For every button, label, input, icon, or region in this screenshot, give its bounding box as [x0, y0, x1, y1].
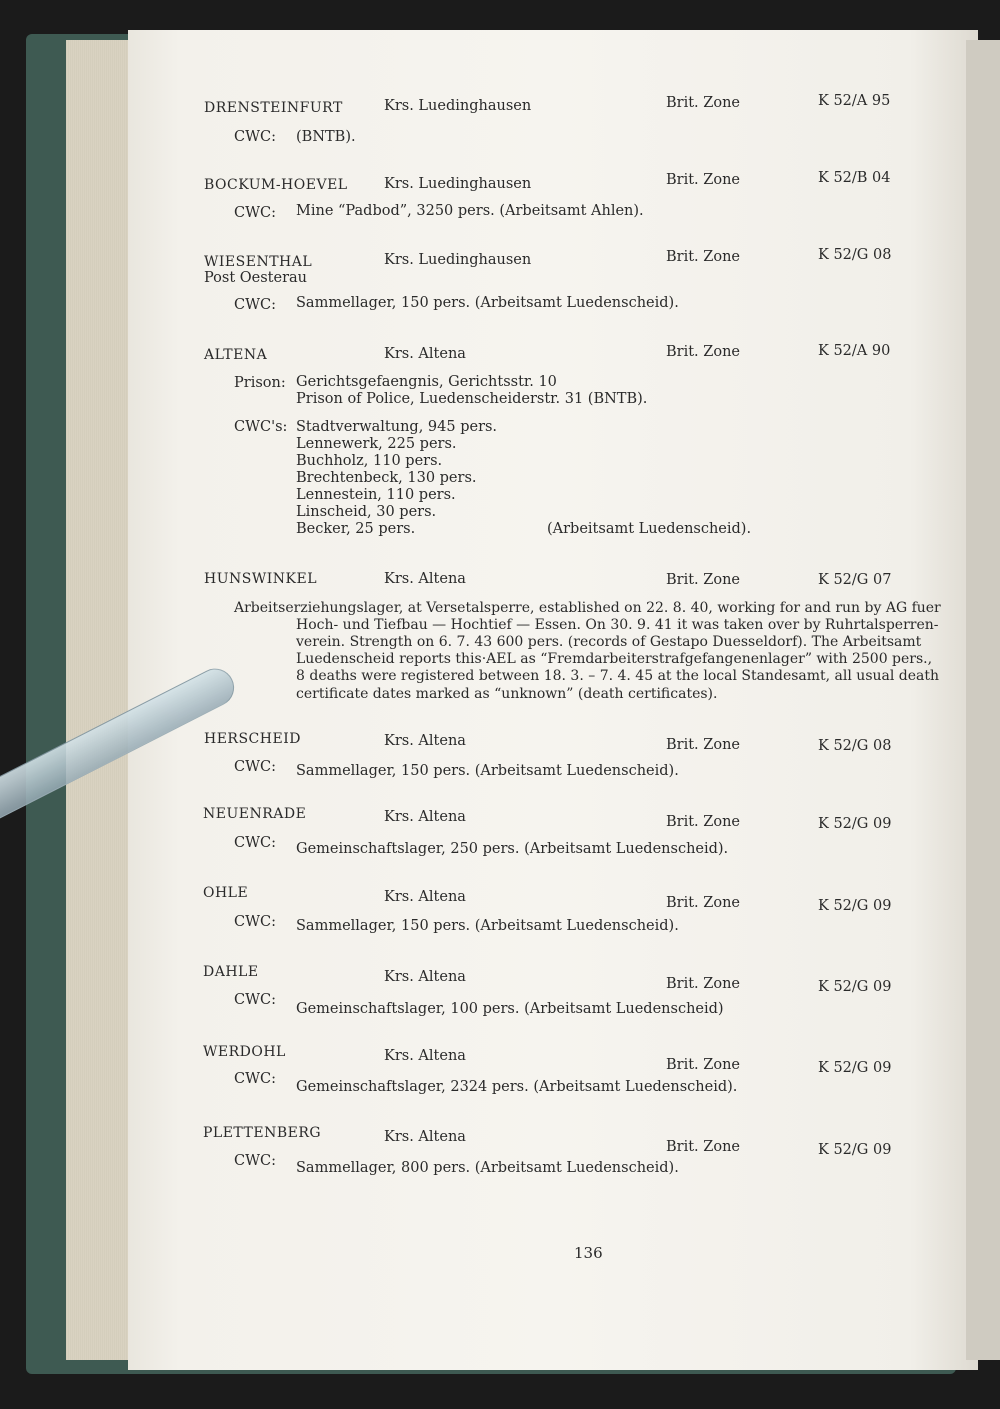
- description-line: Hoch- und Tiefbau — Hochtief — Essen. On 30. 9. 41 it was taken over by Ruhrtalsperren-: [296, 617, 939, 633]
- cwc-label: CWC:: [234, 914, 276, 930]
- district: Krs. Luedinghausen: [384, 176, 532, 192]
- district: Krs. Altena: [384, 1048, 466, 1064]
- cwc-text: Gemeinschaftslager, 250 pers. (Arbeitsamt Luedenscheid).: [296, 841, 729, 857]
- zone: Brit. Zone: [666, 249, 740, 265]
- cwc-label: CWC:: [234, 992, 276, 1008]
- cwc-line: Brechtenbeck, 130 pers.: [296, 470, 477, 486]
- description-line: Arbeitserziehungslager, at Versetalsperre, established on 22. 8. 40, working for and run by AG fuer: [234, 600, 941, 616]
- zone: Brit. Zone: [666, 814, 740, 830]
- district: Krs. Altena: [384, 809, 466, 825]
- prison-label: Prison:: [234, 375, 286, 391]
- place-name: ALTENA: [204, 347, 268, 363]
- cwc-text: Sammellager, 800 pers. (Arbeitsamt Luedenscheid).: [296, 1160, 679, 1176]
- cwc-line: Buchholz, 110 pers.: [296, 453, 443, 469]
- district: Krs. Altena: [384, 889, 466, 905]
- cwc-line: Lennestein, 110 pers.: [296, 487, 456, 503]
- zone: Brit. Zone: [666, 344, 740, 360]
- zone: Brit. Zone: [666, 1057, 740, 1073]
- district: Krs. Altena: [384, 571, 466, 587]
- cwc-label: CWC:: [234, 297, 276, 313]
- map-code: K 52/G 09: [818, 1060, 892, 1076]
- map-code: K 52/A 90: [818, 343, 891, 359]
- cwc-text: Sammellager, 150 pers. (Arbeitsamt Luedenscheid).: [296, 918, 679, 934]
- cwc-label: CWC:: [234, 1071, 276, 1087]
- district: Krs. Altena: [384, 346, 466, 362]
- place-name: WERDOHL: [203, 1044, 286, 1060]
- place-name: WIESENTHAL: [204, 254, 313, 270]
- post-office: Post Oesterau: [204, 270, 308, 286]
- zone: Brit. Zone: [666, 976, 740, 992]
- cwc-text: Sammellager, 150 pers. (Arbeitsamt Luedenscheid).: [296, 763, 679, 779]
- description-line: 8 deaths were registered between 18. 3. – 7. 4. 45 at the local Standesamt, all usual death: [296, 668, 940, 684]
- description-line: verein. Strength on 6. 7. 43 600 pers. (records of Gestapo Duesseldorf). The Arbeitsamt: [296, 634, 922, 650]
- map-code: K 52/G 08: [818, 738, 892, 754]
- place-name: DAHLE: [203, 964, 259, 980]
- description-line: certificate dates marked as “unknown” (death certificates).: [296, 686, 718, 702]
- district: Krs. Altena: [384, 733, 466, 749]
- facing-page-edge: [966, 40, 1000, 1360]
- place-name: NEUENRADE: [203, 806, 307, 822]
- zone: Brit. Zone: [666, 572, 740, 588]
- cwc-label: CWC:: [234, 205, 276, 221]
- cwc-line: Becker, 25 pers.: [296, 521, 416, 537]
- district: Krs. Luedinghausen: [384, 98, 532, 114]
- place-name: BOCKUM-HOEVEL: [204, 177, 348, 193]
- map-code: K 52/A 95: [818, 93, 891, 109]
- cwc-note: (Arbeitsamt Luedenscheid).: [547, 521, 752, 537]
- map-code: K 52/B 04: [818, 170, 891, 186]
- cwc-text: Mine “Padbod”, 3250 pers. (Arbeitsamt Ahlen).: [296, 203, 644, 219]
- zone: Brit. Zone: [666, 895, 740, 911]
- place-name: HUNSWINKEL: [204, 571, 317, 587]
- cwc-text: Sammellager, 150 pers. (Arbeitsamt Luedenscheid).: [296, 295, 679, 311]
- map-code: K 52/G 09: [818, 898, 892, 914]
- cwc-line: Lennewerk, 225 pers.: [296, 436, 457, 452]
- district: Krs. Altena: [384, 969, 466, 985]
- district: Krs. Luedinghausen: [384, 252, 532, 268]
- cwc-label: CWC:: [234, 835, 276, 851]
- zone: Brit. Zone: [666, 1139, 740, 1155]
- map-code: K 52/G 08: [818, 247, 892, 263]
- page-number: 136: [574, 1244, 603, 1262]
- zone: Brit. Zone: [666, 95, 740, 111]
- cwc-line: Linscheid, 30 pers.: [296, 504, 437, 520]
- map-code: K 52/G 09: [818, 816, 892, 832]
- map-code: K 52/G 09: [818, 979, 892, 995]
- cwc-text: (BNTB).: [296, 129, 356, 145]
- zone: Brit. Zone: [666, 737, 740, 753]
- description-line: Luedenscheid reports this·AEL as “Fremdarbeiterstrafgefangenenlager” with 2500 pers.,: [296, 651, 933, 667]
- prison-line: Prison of Police, Luedenscheiderstr. 31 (BNTB).: [296, 391, 648, 407]
- place-name: HERSCHEID: [204, 731, 301, 747]
- cwc-label: CWC:: [234, 759, 276, 775]
- cwc-label: CWC:: [234, 1153, 276, 1169]
- zone: Brit. Zone: [666, 172, 740, 188]
- place-name: DRENSTEINFURT: [204, 100, 343, 116]
- cwc-label: CWC:: [234, 129, 276, 145]
- prison-line: Gerichtsgefaengnis, Gerichtsstr. 10: [296, 374, 557, 390]
- map-code: K 52/G 07: [818, 572, 892, 588]
- cwc-text: Gemeinschaftslager, 100 pers. (Arbeitsamt Luedenscheid): [296, 1001, 724, 1017]
- district: Krs. Altena: [384, 1129, 466, 1145]
- page-edges: [66, 40, 136, 1360]
- cwc-text: Gemeinschaftslager, 2324 pers. (Arbeitsamt Luedenscheid).: [296, 1079, 738, 1095]
- cwc-label: CWC's:: [234, 419, 288, 435]
- map-code: K 52/G 09: [818, 1142, 892, 1158]
- place-name: OHLE: [203, 885, 249, 901]
- cwc-line: Stadtverwaltung, 945 pers.: [296, 419, 498, 435]
- place-name: PLETTENBERG: [203, 1125, 322, 1141]
